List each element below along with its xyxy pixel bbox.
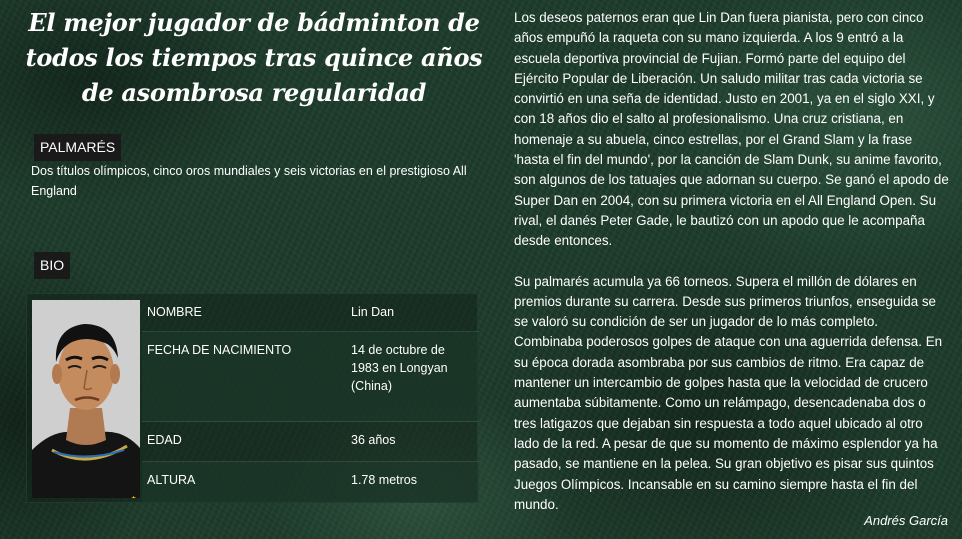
headline: El mejor jugador de bádminton de todos los tiempos tras quince años de asombrosa regularidad — [25, 8, 483, 107]
bio-row-value: Lin Dan — [351, 305, 395, 319]
bio-row-birth — [142, 332, 479, 422]
bio-row-label: FECHA DE NACIMIENTO — [147, 343, 292, 357]
bio-row-label: ALTURA — [147, 473, 196, 487]
author-byline: Andrés García — [864, 513, 948, 528]
bio-row-age — [142, 422, 479, 462]
article-body — [514, 8, 950, 515]
palmares-label: PALMARÉS — [34, 134, 121, 161]
bio-row-height — [142, 462, 479, 502]
bio-table — [142, 294, 479, 502]
bio-row-value: 1.78 metros — [351, 473, 418, 487]
bio-row-value: 36 años — [351, 433, 396, 447]
palmares-text: Dos títulos olímpicos, cinco oros mundiales y seis victorias en el prestigioso All England — [31, 164, 467, 198]
bio-row-label: NOMBRE — [147, 305, 202, 319]
article-paragraph: Su palmarés acumula ya 66 torneos. Supera el millón de dólares en premios durante su carrera. Desde sus primeros triunfos, enseguida se se valoró su condición de ser un jugador de lo más completo. Combinaba poderosos golpes de ataque con una aguerrida defensa. En su época dorada asombraba por sus cambios de ritmo. Era capaz de mantener un intercambio de golpes hasta que la velocidad de crucero aumentaba súbitamente. Como un relámpago, desencadenaba dos o tres latigazos que dejaban sin respuesta a todo aquel ubicado al otro lado de la red. A pesar de que su momento de máximo esplendor ya ha pasado, se mantiene en la pelea. Su gran objetivo es pisar sus quintos Juegos Olímpicos. Incansable en su camino siempre hasta el fin del mundo. — [514, 273, 943, 512]
bio-card — [26, 293, 478, 503]
bio-label: BIO — [34, 252, 70, 279]
player-portrait-illustration — [32, 300, 140, 498]
bio-row-value: 14 de octubre de 1983 en Longyan (China) — [351, 343, 448, 393]
bio-row-name — [142, 294, 479, 332]
player-photo — [32, 300, 140, 498]
article-paragraph: Los deseos paternos eran que Lin Dan fuera pianista, pero con cinco años empuñó la raqueta con su mano izquierda. A los 9 entró a la escuela deportiva provincial de Fujian. Formó parte del equipo del Ejército Popular de Liberación. Un saludo militar tras cada victoria se convirtió en una seña de identidad. Justo en 2001, ya en el siglo XXI, y con 18 años dio el salto al profesionalismo. Una cruz cristiana, en homenaje a su abuela, cinco estrellas, por el Grand Slam y la frase 'hasta el fin del mundo', por la canción de Slam Dunk, su anime favorito, son algunos de los tatuajes que adornan su cuerpo. Se ganó el apodo de Super Dan en 2004, con su primera victoria en el All England Open. Su rival, el danés Peter Gade, le bautizó con un apodo que le acompaña desde entonces. — [514, 10, 949, 249]
bio-row-label: EDAD — [147, 433, 182, 447]
